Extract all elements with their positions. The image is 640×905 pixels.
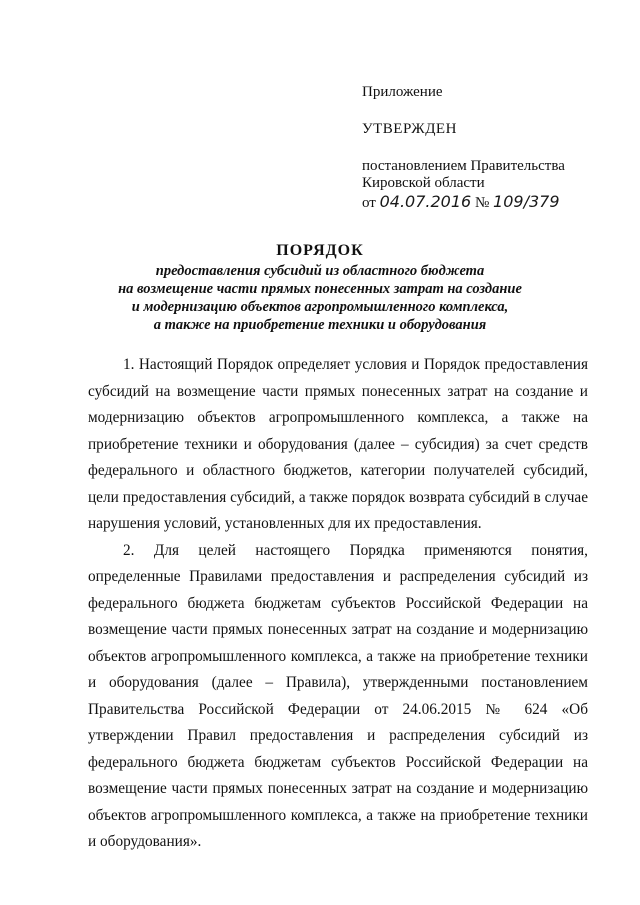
document-title-block: [40, 240, 600, 334]
decree-date-line: [362, 192, 612, 213]
number-prefix: №: [474, 195, 490, 211]
document-title: ПОРЯДОК: [276, 242, 364, 259]
approval-block: [362, 82, 612, 213]
subtitle-line-2: на возмещение части прямых понесенных затрат на создание: [118, 281, 522, 297]
approved-label: УТВЕРЖДЕН: [362, 121, 457, 137]
appendix-label: Приложение: [362, 84, 443, 100]
handwritten-date: 04.07.2016: [379, 192, 472, 211]
subtitle-line-4: а также на приобретение техники и оборудования: [153, 317, 487, 333]
document-body: [88, 352, 588, 856]
paragraph-1: 1. Настоящий Порядок определяет условия и Порядок предоставления субсидий на возмещение части прямых понесенных затрат на создание и модернизацию объектов агропромышленного комплекса, а также на приобретение техники и оборудования (далее – субсидия) за счет средств федерального и областного бюджетов, категории получателей субсидий, цели предоставления субсидий, а также порядок возврата субсидий в случае нарушения условий, установленных для их предоставления.: [88, 356, 588, 532]
handwritten-number: 109/379: [493, 192, 560, 211]
subtitle-line-1: предоставления субсидий из областного бюджета: [155, 263, 485, 279]
subtitle-line-3: и модернизацию объектов агропромышленного комплекса,: [131, 299, 509, 315]
decree-line-1: постановлением Правительства: [362, 158, 565, 174]
decree-line-2: Кировской области: [362, 175, 485, 191]
paragraph-2: 2. Для целей настоящего Порядка применяются понятия, определенные Правилами предоставления и распределения субсидий из федерального бюджета бюджетам субъектов Российской Федерации на возмещение части прямых понесенных затрат на создание и модернизацию объектов агропромышленного комплекса, а также на приобретение техники и оборудования (далее – Правила), утвержденными постановлением Правительства Российской Федерации от 24.06.2015 № 624 «Об утверждении Правил предоставления и распределения субсидий из федерального бюджета бюджетам субъектов Российской Федерации на возмещение части прямых понесенных затрат на создание и модернизацию объектов агропромышленного комплекса, а также на приобретение техники и оборудования».: [88, 541, 588, 850]
date-prefix: от: [362, 195, 376, 211]
